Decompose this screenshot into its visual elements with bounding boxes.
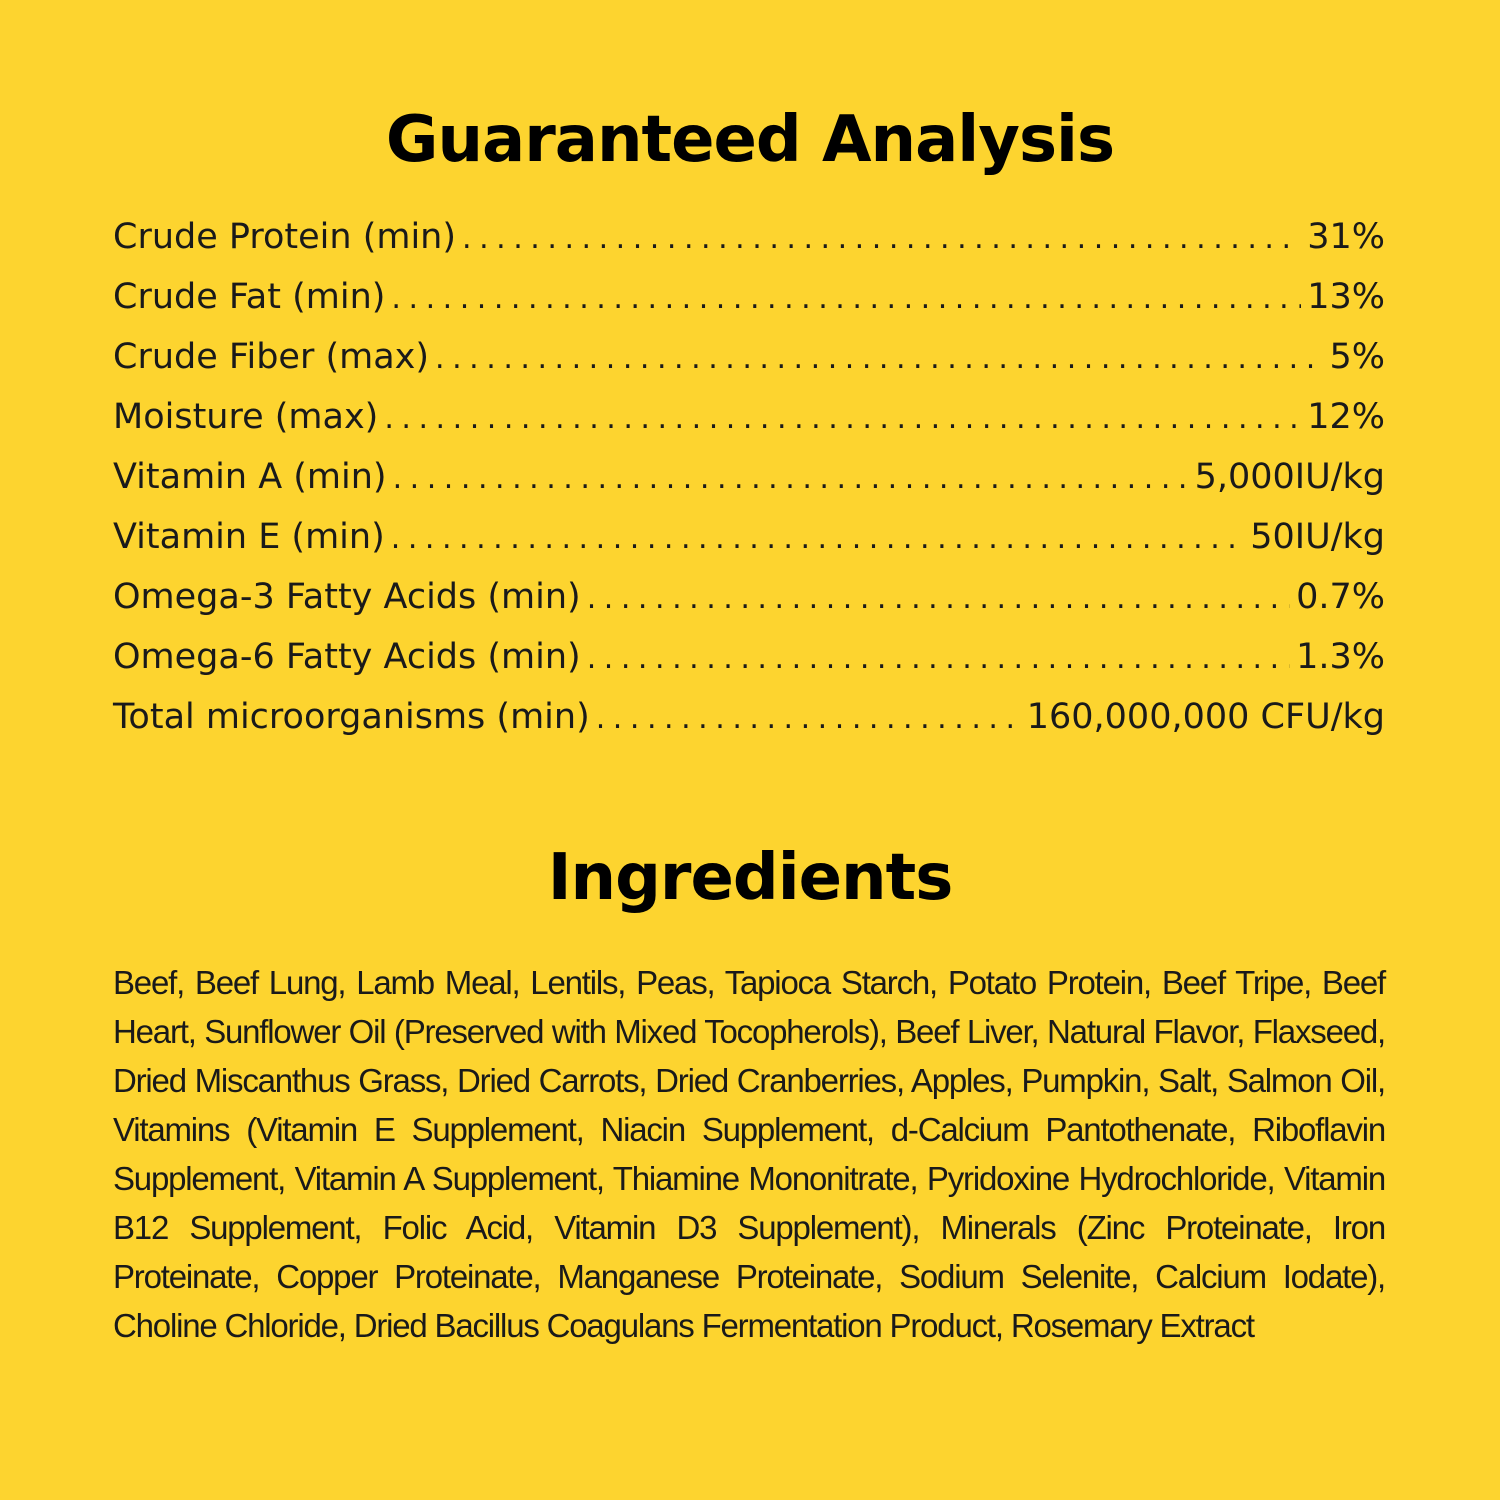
dot-leader	[462, 221, 1301, 256]
analysis-label: Crude Fat (min)	[113, 277, 386, 317]
ingredients-title: Ingredients	[547, 841, 953, 915]
analysis-value: 160,000,000 CFU/kg	[1026, 697, 1385, 737]
analysis-row-crude-fat	[113, 277, 1385, 337]
analysis-value: 1.3%	[1296, 637, 1385, 677]
analysis-row-crude-fiber	[113, 337, 1385, 397]
dot-leader	[391, 281, 1301, 316]
ingredients-text: Beef, Beef Lung, Lamb Meal, Lentils, Peas, Tapioca Starch, Potato Protein, Beef Tripe, Beef Heart, Sunflower Oil (Preserved with Mixed Tocopherols), Beef Liver, Natural Flavor, Flaxseed, Dried Miscanthus Grass, Dried Carrots, Dried Cranberries, Apples, Pumpkin, Salt, Salmon Oil, Vitamins (Vitamin E Supplement, Niacin Supplement, d-Calcium Pantothenate, Riboflavin Supplement, Vitamin A Supplement, Thiamine Mononitrate, Pyridoxine Hydrochloride, Vitamin B12 Supplement, Folic Acid, Vitamin D3 Supplement), Minerals (Zinc Proteinate, Iron Proteinate, Copper Proteinate, Manganese Proteinate, Sodium Selenite, Calcium Iodate), Choline Chloride, Dried Bacillus Coagulans Fermentation Product, Rosemary Extract	[113, 964, 1385, 1344]
analysis-value: 5,000IU/kg	[1194, 457, 1385, 497]
analysis-label: Omega-3 Fatty Acids (min)	[113, 577, 581, 617]
dot-leader	[391, 521, 1244, 556]
analysis-row-moisture	[113, 397, 1385, 457]
analysis-label: Vitamin A (min)	[113, 457, 387, 497]
dot-leader	[384, 401, 1301, 436]
dot-leader	[435, 341, 1323, 376]
analysis-label: Crude Fiber (max)	[113, 337, 430, 377]
analysis-label: Total microorganisms (min)	[113, 697, 590, 737]
dot-leader	[596, 701, 1021, 736]
analysis-value: 50IU/kg	[1250, 517, 1385, 557]
analysis-row-vitamin-a	[113, 457, 1385, 517]
dot-leader	[587, 641, 1290, 676]
analysis-value: 0.7%	[1296, 577, 1385, 617]
analysis-row-crude-protein	[113, 217, 1385, 277]
analysis-row-microorganisms	[113, 697, 1385, 757]
analysis-value: 31%	[1307, 217, 1385, 257]
analysis-label: Vitamin E (min)	[113, 517, 385, 557]
analysis-label: Crude Protein (min)	[113, 217, 457, 257]
analysis-row-vitamin-e	[113, 517, 1385, 577]
dot-leader	[393, 461, 1189, 496]
analysis-value: 13%	[1307, 277, 1385, 317]
analysis-label: Moisture (max)	[113, 397, 379, 437]
analysis-label: Omega-6 Fatty Acids (min)	[113, 637, 581, 677]
analysis-row-omega-6	[113, 637, 1385, 697]
dot-leader	[587, 581, 1290, 616]
guaranteed-analysis-title: Guaranteed Analysis	[385, 103, 1115, 177]
analysis-row-omega-3	[113, 577, 1385, 637]
analysis-value: 12%	[1307, 397, 1385, 437]
analysis-value: 5%	[1329, 337, 1385, 377]
guaranteed-analysis-list	[113, 217, 1385, 757]
